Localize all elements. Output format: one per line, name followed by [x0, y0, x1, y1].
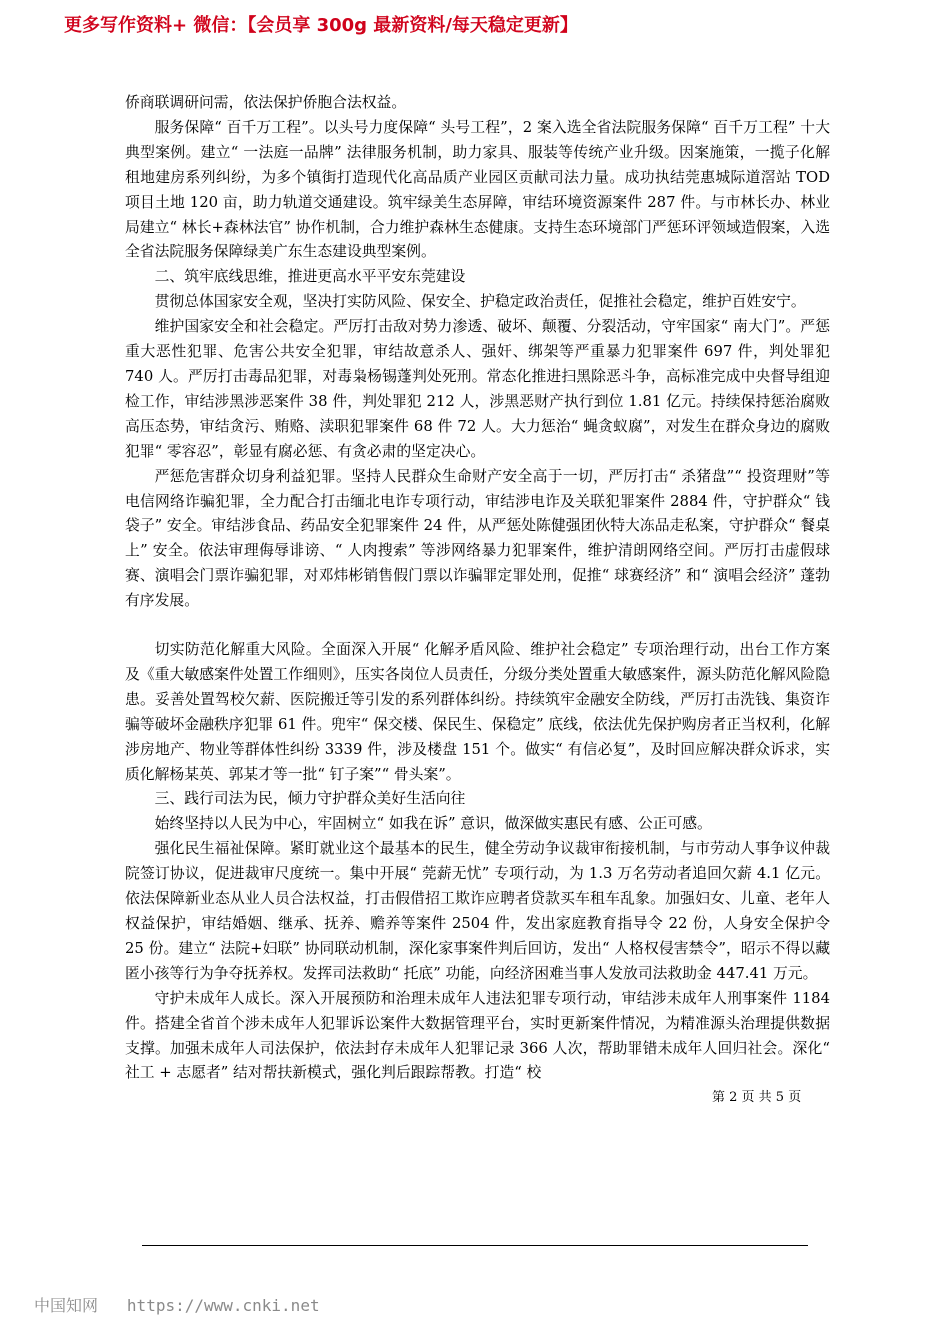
section-heading: 二、筑牢底线思维，推进更高水平平安东莞建设	[154, 268, 466, 286]
paragraph: 服务保障“ 百千万工程”。以头号力度保障“ 头号工程”，2 案入选全省法院服务保障“ 百千万工程” 十大典型案例。建立“ 一法庭一品牌” 法律服务机制，助力家具、服装等传统产业升级。因案施策，一揽子化解租地建房系列纠纷，为多个镇街打造现代化高品质产业园区贡献司法力量。成功执结莞惠城际道滘站 TOD 项目土地 120 亩，助力轨道交通建设。筑牢绿美生态屏障，审结环境资源案件 287 件。与市林长办、林业局建立“ 林长+森林法官” 协作机制，合力维护森林生态健康。支持生态环境部门严惩环评领域造假案，入选全省法院服务保障绿美广东生态建设典型案例。	[125, 118, 830, 261]
paragraph: 严惩危害群众切身利益犯罪。坚持人民群众生命财产安全高于一切，严厉打击“ 杀猪盘”“ 投资理财”等电信网络诈骗犯罪，全力配合打击缅北电诈专项行动，审结涉电诈及关联犯罪案件 2884 件，守护群众“ 钱袋子” 安全。审结涉食品、药品安全犯罪案件 24 件，从严惩处陈健强团伙特大冻品走私案，守护群众“ 餐桌上” 安全。依法审理侮辱诽谤、“ 人肉搜索” 等涉网络暴力犯罪案件，维护清朗网络空间。严厉打击虚假球赛、演唱会门票诈骗犯罪，对邓炜彬销售假门票以诈骗罪定罪处刑，促推“ 球赛经济” 和“ 演唱会经济” 蓬勃有序发展。	[125, 467, 830, 610]
section-heading: 三、践行司法为民，倾力守护群众美好生活向往	[154, 790, 466, 808]
document-body	[125, 91, 830, 1086]
promo-banner: 更多写作资料+ 微信：【会员享 300g 最新资料/每天稳定更新】	[64, 15, 578, 36]
page-number: 第 2 页 共 5 页	[712, 1090, 802, 1105]
cnki-watermark	[34, 1295, 320, 1317]
watermark-url[interactable]: https://www.cnki.net	[126, 1296, 320, 1315]
paragraph: 守护未成年人成长。深入开展预防和治理未成年人违法犯罪专项行动，审结涉未成年人刑事案件 1184 件。搭建全省首个涉未成年人犯罪诉讼案件大数据管理平台，实时更新案件情况，为精准源头治理提供数据支撑。加强未成年人司法保护，依法封存未成年人犯罪记录 366 人次，帮助罪错未成年人回归社会。深化“ 社工 + 志愿者” 结对帮扶新模式，强化判后跟踪帮教。打造“ 校	[125, 989, 830, 1082]
paragraph: 切实防范化解重大风险。全面深入开展“ 化解矛盾风险、维护社会稳定” 专项治理行动，出台工作方案及《重大敏感案件处置工作细则》，压实各岗位人员责任，分级分类处置重大敏感案件，源头防范化解风险隐患。妥善处置驾校欠薪、医院搬迁等引发的系列群体纠纷。持续筑牢金融安全防线，严厉打击洗钱、集资诈骗等破坏金融秩序犯罪 61 件。兜牢“ 保交楼、保民生、保稳定” 底线，依法优先保护购房者正当权利，化解涉房地产、物业等群体性纠纷 3339 件，涉及楼盘 151 个。做实“ 有信必复”，及时回应解决群众诉求，实质化解杨某英、郭某才等一批“ 钉子案”“ 骨头案”。	[125, 641, 830, 783]
paragraph: 始终坚持以人民为中心，牢固树立“ 如我在诉” 意识，做深做实惠民有感、公正可感。	[154, 815, 712, 833]
paragraph-gap	[125, 614, 830, 638]
paragraph: 强化民生福祉保障。紧盯就业这个最基本的民生，健全劳动争议裁审衔接机制，与市劳动人事争议仲裁院签订协议，促进裁审尺度统一。集中开展“ 莞薪无忧” 专项行动，为 1.3 万名劳动者追回欠薪 4.1 亿元。依法保障新业态从业人员合法权益，打击假借招工欺诈应聘者贷款买车租车乱象。加强妇女、儿童、老年人权益保护，审结婚姻、继承、抚养、赡养等案件 2504 件，发出家庭教育指导令 22 份，人身安全保护令 25 份。建立“ 法院+妇联” 协同联动机制，深化家事案件判后回访，发出“ 人格权侵害禁令”，昭示不得以藏匿小孩等行为争夺抚养权。发挥司法救助“ 托底” 功能，向经济困难当事人发放司法救助金 447.41 万元。	[125, 840, 830, 982]
paragraph: 维护国家安全和社会稳定。严厉打击敌对势力渗透、破坏、颠覆、分裂活动，守牢国家“ 南大门”。严惩重大恶性犯罪、危害公共安全犯罪，审结故意杀人、强奸、绑架等严重暴力犯罪案件 697 件，判处罪犯 740 人。严厉打击毒品犯罪，对毒枭杨锡蓬判处死刑。常态化推进扫黑除恶斗争，高标准完成中央督导组迎检工作，审结涉黑涉恶案件 38 件，判处罪犯 212 人，涉黑恶财产执行到位 1.81 亿元。持续保持惩治腐败高压态势，审结贪污、贿赂、渎职犯罪案件 68 件 72 人。大力惩治“ 蝇贪蚁腐”，对发生在群众身边的腐败犯罪“ 零容忍”，彰显有腐必惩、有贪必肃的坚定决心。	[125, 318, 830, 460]
paragraph: 贯彻总体国家安全观，坚决打实防风险、保安全、护稳定政治责任，促推社会稳定，维护百姓安宁。	[154, 293, 806, 311]
footer-divider	[142, 1245, 808, 1246]
paragraph: 侨商联调研问需，依法保护侨胞合法权益。	[125, 94, 407, 111]
watermark-site-name: 中国知网	[34, 1296, 99, 1315]
